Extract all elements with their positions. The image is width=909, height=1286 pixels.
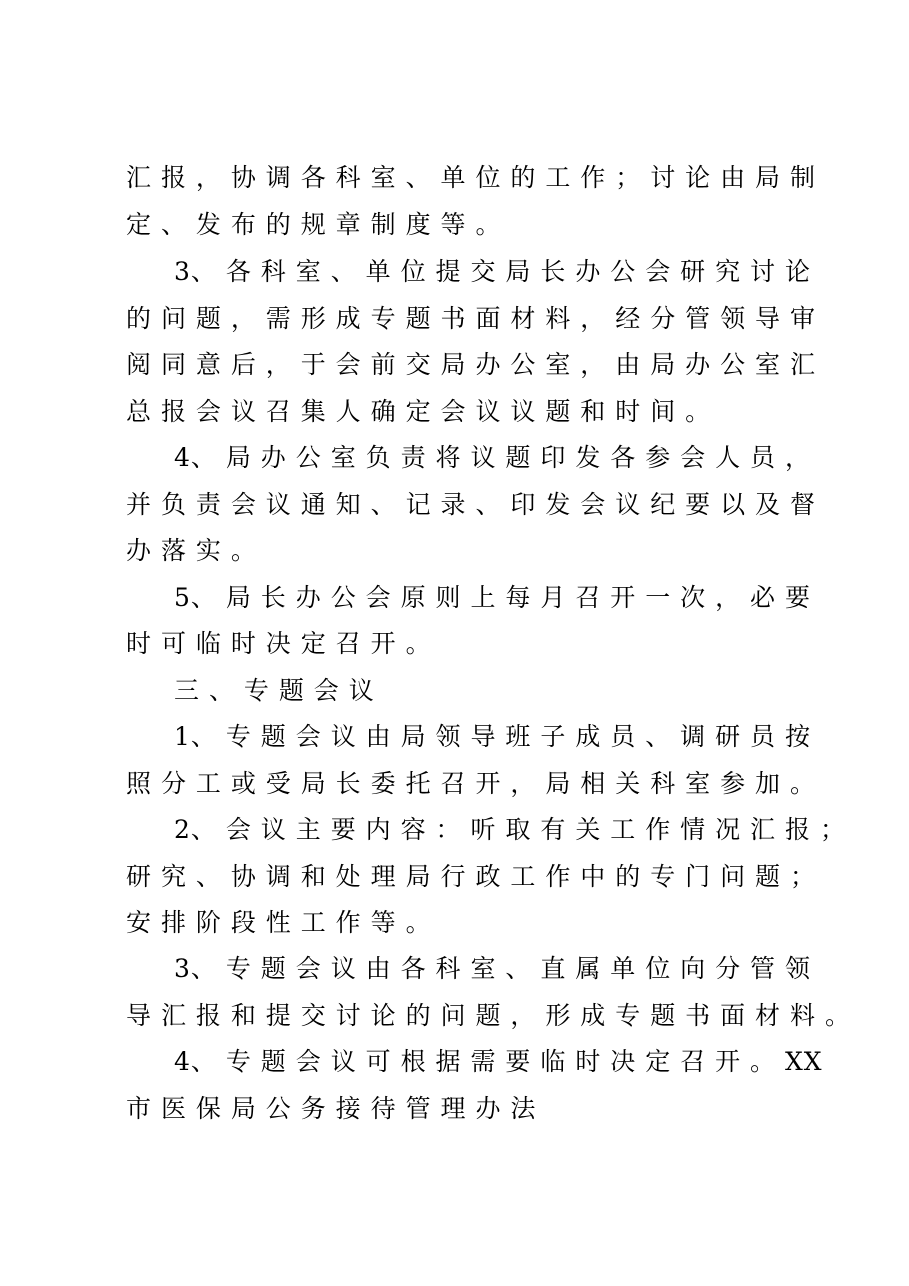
text-line-6: 总 报 会 议 召 集 人 确 定 会 议 议 题 和 时 间 。	[126, 397, 712, 426]
section-heading: 三 、 专 题 会 议	[174, 676, 375, 705]
text-line-1: 汇 报 ， 协 调 各 科 室 、 单 位 的 工 作 ； 讨 论 由 局 制	[126, 163, 816, 192]
text-line-13: 1、 专 题 会 议 由 局 领 导 班 子 成 员 、 调 研 员 按	[174, 722, 812, 751]
text-line-17: 安 排 阶 段 性 工 作 等 。	[126, 908, 432, 937]
text-line-3: 3、 各 科 室 、 单 位 提 交 局 长 办 公 会 研 究 讨 论	[174, 257, 812, 286]
text-line-15: 2、 会 议 主 要 内 容 ： 听 取 有 关 工 作 情 况 汇 报 ；	[174, 815, 846, 844]
text-line-5: 阅 同 意 后 ， 于 会 前 交 局 办 公 室 ， 由 局 办 公 室 汇	[126, 350, 816, 379]
text-line-7: 4、 局 办 公 室 负 责 将 议 题 印 发 各 参 会 人 员 ，	[174, 443, 812, 472]
text-line-4: 的 问 题 ， 需 形 成 专 题 书 面 材 料 ， 经 分 管 领 导 审	[126, 304, 816, 333]
text-line-8: 并 负 责 会 议 通 知 、 记 录 、 印 发 会 议 纪 要 以 及 督	[126, 490, 816, 519]
text-line-16: 研 究 、 协 调 和 处 理 局 行 政 工 作 中 的 专 门 问 题 ；	[126, 862, 816, 891]
text-line-21: 市 医 保 局 公 务 接 待 管 理 办 法	[126, 1094, 537, 1123]
text-line-10: 5、 局 长 办 公 会 原 则 上 每 月 召 开 一 次 ， 必 要	[174, 583, 812, 612]
text-line-11: 时 可 临 时 决 定 召 开 。	[126, 629, 432, 658]
text-line-2: 定 、 发 布 的 规 章 制 度 等 。	[126, 210, 502, 239]
text-line-9: 办 落 实 。	[126, 536, 257, 565]
text-line-19: 导 汇 报 和 提 交 讨 论 的 问 题 ， 形 成 专 题 书 面 材 料 。	[126, 1001, 851, 1030]
text-line-18: 3、 专 题 会 议 由 各 科 室 、 直 属 单 位 向 分 管 领	[174, 954, 812, 983]
text-line-14: 照 分 工 或 受 局 长 委 托 召 开 ， 局 相 关 科 室 参 加 。	[126, 769, 816, 798]
text-line-20: 4、 专 题 会 议 可 根 据 需 要 临 时 决 定 召 开 。 XX	[174, 1047, 823, 1076]
